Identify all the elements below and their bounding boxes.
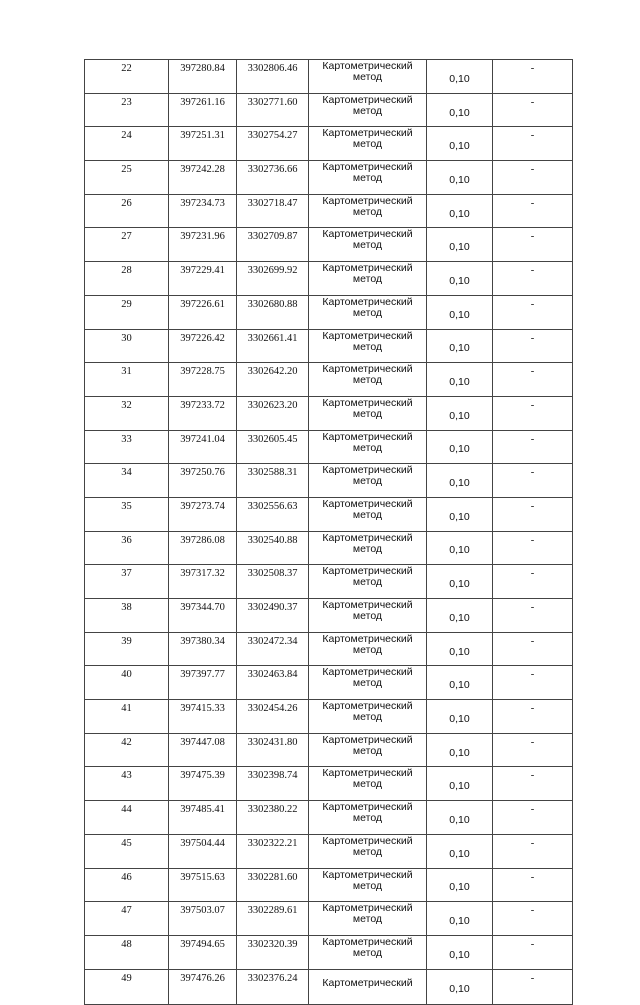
method-line-2: метод [352, 205, 383, 218]
table-row [85, 194, 573, 228]
table-row [85, 396, 573, 430]
table-row [85, 161, 573, 195]
accuracy-cell: 0,10 [427, 127, 493, 161]
y-coordinate-cell: 3302508.37 [237, 565, 309, 599]
method-line-2: метод [352, 913, 383, 926]
table-row [85, 228, 573, 262]
y-coordinate-cell: 3302623.20 [237, 396, 309, 430]
method-line-2: метод [352, 508, 383, 521]
x-coordinate-cell: 397475.39 [169, 767, 237, 801]
accuracy-cell: 0,10 [427, 700, 493, 734]
table-row [85, 127, 573, 161]
method-line-1: Картометрический [322, 329, 413, 342]
method-cell [309, 464, 427, 498]
note-cell: - [493, 767, 573, 801]
method-cell [309, 194, 427, 228]
accuracy-cell: 0,10 [427, 262, 493, 296]
method-cell [309, 969, 427, 1005]
note-cell: - [493, 902, 573, 936]
method-line-2: метод [352, 374, 383, 387]
accuracy-cell: 0,10 [427, 93, 493, 127]
note-cell: - [493, 565, 573, 599]
x-coordinate-cell: 397515.63 [169, 868, 237, 902]
point-number-cell: 32 [85, 396, 169, 430]
method-line-2: метод [352, 239, 383, 252]
coordinates-table [84, 59, 573, 1005]
y-coordinate-cell: 3302771.60 [237, 93, 309, 127]
x-coordinate-cell: 397415.33 [169, 700, 237, 734]
y-coordinate-cell: 3302454.26 [237, 700, 309, 734]
method-line-1: Картометрический [322, 396, 413, 409]
method-line-1: Картометрический [322, 700, 413, 713]
y-coordinate-cell: 3302289.61 [237, 902, 309, 936]
note-cell: - [493, 497, 573, 531]
point-number-cell: 34 [85, 464, 169, 498]
y-coordinate-cell: 3302806.46 [237, 60, 309, 94]
x-coordinate-cell: 397504.44 [169, 834, 237, 868]
note-cell: - [493, 262, 573, 296]
note-cell: - [493, 329, 573, 363]
method-cell [309, 161, 427, 195]
method-line-2: метод [352, 812, 383, 825]
method-line-2: метод [352, 340, 383, 353]
accuracy-cell: 0,10 [427, 969, 493, 1005]
note-cell: - [493, 60, 573, 94]
method-cell [309, 935, 427, 969]
x-coordinate-cell: 397241.04 [169, 430, 237, 464]
point-number-cell: 27 [85, 228, 169, 262]
x-coordinate-cell: 397344.70 [169, 599, 237, 633]
accuracy-cell: 0,10 [427, 666, 493, 700]
method-line-2: метод [352, 104, 383, 117]
accuracy-cell: 0,10 [427, 531, 493, 565]
y-coordinate-cell: 3302281.60 [237, 868, 309, 902]
x-coordinate-cell: 397226.42 [169, 329, 237, 363]
method-cell [309, 666, 427, 700]
method-cell [309, 329, 427, 363]
y-coordinate-cell: 3302320.39 [237, 935, 309, 969]
method-cell [309, 868, 427, 902]
table-row [85, 834, 573, 868]
accuracy-cell: 0,10 [427, 396, 493, 430]
point-number-cell: 45 [85, 834, 169, 868]
point-number-cell: 48 [85, 935, 169, 969]
point-number-cell: 26 [85, 194, 169, 228]
point-number-cell: 30 [85, 329, 169, 363]
table-row [85, 868, 573, 902]
note-cell: - [493, 834, 573, 868]
note-cell: - [493, 228, 573, 262]
point-number-cell: 22 [85, 60, 169, 94]
y-coordinate-cell: 3302736.66 [237, 161, 309, 195]
y-coordinate-cell: 3302540.88 [237, 531, 309, 565]
method-line-1: Картометрический [322, 599, 413, 611]
accuracy-cell: 0,10 [427, 801, 493, 835]
table-row [85, 464, 573, 498]
method-line-1: Картометрический [322, 976, 413, 989]
table-row [85, 262, 573, 296]
note-cell: - [493, 666, 573, 700]
note-cell: - [493, 599, 573, 633]
method-line-1: Картометрический [322, 93, 413, 106]
point-number-cell: 41 [85, 700, 169, 734]
y-coordinate-cell: 3302463.84 [237, 666, 309, 700]
y-coordinate-cell: 3302680.88 [237, 295, 309, 329]
note-cell: - [493, 935, 573, 969]
point-number-cell: 43 [85, 767, 169, 801]
x-coordinate-cell: 397250.76 [169, 464, 237, 498]
accuracy-cell: 0,10 [427, 565, 493, 599]
method-line-1: Картометрический [322, 565, 413, 578]
accuracy-cell: 0,10 [427, 194, 493, 228]
y-coordinate-cell: 3302376.24 [237, 969, 309, 1005]
method-line-2: метод [352, 576, 383, 589]
point-number-cell: 49 [85, 969, 169, 1005]
method-line-2: метод [352, 138, 383, 151]
table-row [85, 363, 573, 397]
method-cell [309, 396, 427, 430]
point-number-cell: 31 [85, 363, 169, 397]
table-row [85, 666, 573, 700]
method-line-2: метод [352, 610, 383, 622]
accuracy-cell: 0,10 [427, 430, 493, 464]
point-number-cell: 28 [85, 262, 169, 296]
method-line-2: метод [352, 778, 383, 791]
method-line-1: Картометрический [322, 363, 413, 376]
method-line-1: Картометрический [322, 161, 413, 174]
method-cell [309, 228, 427, 262]
method-line-1: Картометрический [322, 262, 413, 275]
method-line-2: метод [352, 172, 383, 185]
method-line-1: Картометрический [322, 733, 413, 746]
point-number-cell: 47 [85, 902, 169, 936]
x-coordinate-cell: 397233.72 [169, 396, 237, 430]
table-row [85, 497, 573, 531]
x-coordinate-cell: 397380.34 [169, 632, 237, 666]
note-cell: - [493, 161, 573, 195]
point-number-cell: 44 [85, 801, 169, 835]
method-line-1: Картометрический [322, 834, 413, 847]
method-line-2: метод [352, 879, 383, 892]
note-cell: - [493, 430, 573, 464]
point-number-cell: 38 [85, 599, 169, 633]
x-coordinate-cell: 397503.07 [169, 902, 237, 936]
method-cell [309, 801, 427, 835]
note-cell: - [493, 127, 573, 161]
point-number-cell: 23 [85, 93, 169, 127]
method-line-1: Картометрический [322, 295, 413, 308]
note-cell: - [493, 295, 573, 329]
point-number-cell: 25 [85, 161, 169, 195]
accuracy-cell: 0,10 [427, 497, 493, 531]
x-coordinate-cell: 397447.08 [169, 733, 237, 767]
table-row [85, 93, 573, 127]
method-cell [309, 127, 427, 161]
accuracy-cell: 0,10 [427, 902, 493, 936]
method-line-1: Картометрический [322, 60, 413, 72]
note-cell: - [493, 464, 573, 498]
note-cell: - [493, 733, 573, 767]
y-coordinate-cell: 3302380.22 [237, 801, 309, 835]
y-coordinate-cell: 3302699.92 [237, 262, 309, 296]
method-cell [309, 599, 427, 633]
method-line-1: Картометрический [322, 127, 413, 140]
table-row [85, 935, 573, 969]
table-row [85, 767, 573, 801]
method-cell [309, 733, 427, 767]
method-line-1: Картометрический [322, 868, 413, 881]
accuracy-cell: 0,10 [427, 363, 493, 397]
method-cell [309, 497, 427, 531]
x-coordinate-cell: 397317.32 [169, 565, 237, 599]
method-line-2: метод [352, 71, 383, 83]
x-coordinate-cell: 397229.41 [169, 262, 237, 296]
x-coordinate-cell: 397397.77 [169, 666, 237, 700]
x-coordinate-cell: 397228.75 [169, 363, 237, 397]
table-row [85, 801, 573, 835]
method-line-2: метод [352, 542, 383, 555]
note-cell: - [493, 801, 573, 835]
method-line-2: метод [352, 845, 383, 858]
x-coordinate-cell: 397485.41 [169, 801, 237, 835]
table-row [85, 531, 573, 565]
table-row [85, 430, 573, 464]
accuracy-cell: 0,10 [427, 868, 493, 902]
method-cell [309, 430, 427, 464]
method-cell [309, 60, 427, 94]
method-line-2: метод [352, 273, 383, 286]
method-line-1: Картометрический [322, 666, 413, 679]
accuracy-cell: 0,10 [427, 733, 493, 767]
x-coordinate-cell: 397273.74 [169, 497, 237, 531]
accuracy-cell: 0,10 [427, 834, 493, 868]
note-cell: - [493, 700, 573, 734]
table-row [85, 700, 573, 734]
table-row [85, 733, 573, 767]
note-cell: - [493, 969, 573, 1005]
point-number-cell: 36 [85, 531, 169, 565]
method-line-1: Картометрический [322, 531, 413, 544]
table-row [85, 60, 573, 94]
method-line-1: Картометрический [322, 632, 413, 645]
point-number-cell: 29 [85, 295, 169, 329]
accuracy-cell: 0,10 [427, 935, 493, 969]
method-line-1: Картометрический [322, 228, 413, 241]
x-coordinate-cell: 397494.65 [169, 935, 237, 969]
accuracy-cell: 0,10 [427, 228, 493, 262]
table-row [85, 632, 573, 666]
method-line-1: Картометрический [322, 497, 413, 510]
x-coordinate-cell: 397280.84 [169, 60, 237, 94]
method-line-2: метод [352, 643, 383, 656]
method-line-2: метод [352, 407, 383, 420]
note-cell: - [493, 363, 573, 397]
y-coordinate-cell: 3302605.45 [237, 430, 309, 464]
method-cell [309, 531, 427, 565]
y-coordinate-cell: 3302588.31 [237, 464, 309, 498]
point-number-cell: 24 [85, 127, 169, 161]
method-line-1: Картометрический [322, 194, 413, 207]
table-row [85, 295, 573, 329]
x-coordinate-cell: 397251.31 [169, 127, 237, 161]
accuracy-cell: 0,10 [427, 329, 493, 363]
accuracy-cell: 0,10 [427, 632, 493, 666]
y-coordinate-cell: 3302322.21 [237, 834, 309, 868]
method-cell [309, 767, 427, 801]
y-coordinate-cell: 3302490.37 [237, 599, 309, 633]
table-row [85, 599, 573, 633]
point-number-cell: 35 [85, 497, 169, 531]
method-cell [309, 902, 427, 936]
method-line-2: метод [352, 946, 383, 959]
method-line-1: Картометрический [322, 430, 413, 443]
method-cell [309, 93, 427, 127]
table-row [85, 969, 573, 1005]
table-row [85, 329, 573, 363]
point-number-cell: 42 [85, 733, 169, 767]
y-coordinate-cell: 3302661.41 [237, 329, 309, 363]
method-cell [309, 700, 427, 734]
y-coordinate-cell: 3302642.20 [237, 363, 309, 397]
method-line-2: метод [352, 441, 383, 454]
accuracy-cell: 0,10 [427, 295, 493, 329]
note-cell: - [493, 396, 573, 430]
x-coordinate-cell: 397231.96 [169, 228, 237, 262]
method-cell [309, 262, 427, 296]
accuracy-cell: 0,10 [427, 767, 493, 801]
point-number-cell: 40 [85, 666, 169, 700]
accuracy-cell: 0,10 [427, 599, 493, 633]
x-coordinate-cell: 397286.08 [169, 531, 237, 565]
method-line-2: метод [352, 744, 383, 757]
y-coordinate-cell: 3302431.80 [237, 733, 309, 767]
point-number-cell: 46 [85, 868, 169, 902]
method-cell [309, 834, 427, 868]
y-coordinate-cell: 3302472.34 [237, 632, 309, 666]
point-number-cell: 33 [85, 430, 169, 464]
method-line-1: Картометрический [322, 767, 413, 780]
accuracy-cell: 0,10 [427, 161, 493, 195]
note-cell: - [493, 868, 573, 902]
accuracy-cell: 0,10 [427, 60, 493, 94]
y-coordinate-cell: 3302718.47 [237, 194, 309, 228]
note-cell: - [493, 93, 573, 127]
method-line-1: Картометрический [322, 464, 413, 477]
x-coordinate-cell: 397476.26 [169, 969, 237, 1005]
accuracy-cell: 0,10 [427, 464, 493, 498]
method-cell [309, 632, 427, 666]
method-cell [309, 295, 427, 329]
x-coordinate-cell: 397261.16 [169, 93, 237, 127]
method-line-1: Картометрический [322, 935, 413, 948]
y-coordinate-cell: 3302398.74 [237, 767, 309, 801]
method-line-2: метод [352, 711, 383, 724]
y-coordinate-cell: 3302556.63 [237, 497, 309, 531]
note-cell: - [493, 194, 573, 228]
y-coordinate-cell: 3302754.27 [237, 127, 309, 161]
note-cell: - [493, 632, 573, 666]
method-cell [309, 363, 427, 397]
method-line-2: метод [352, 677, 383, 690]
table-row [85, 565, 573, 599]
point-number-cell: 39 [85, 632, 169, 666]
method-line-2: метод [352, 475, 383, 488]
method-line-1: Картометрический [322, 902, 413, 915]
x-coordinate-cell: 397234.73 [169, 194, 237, 228]
method-cell [309, 565, 427, 599]
note-cell: - [493, 531, 573, 565]
x-coordinate-cell: 397242.28 [169, 161, 237, 195]
point-number-cell: 37 [85, 565, 169, 599]
table-body [85, 60, 573, 1005]
method-line-2: метод [352, 306, 383, 319]
method-line-1: Картометрический [322, 801, 413, 814]
x-coordinate-cell: 397226.61 [169, 295, 237, 329]
table-row [85, 902, 573, 936]
y-coordinate-cell: 3302709.87 [237, 228, 309, 262]
